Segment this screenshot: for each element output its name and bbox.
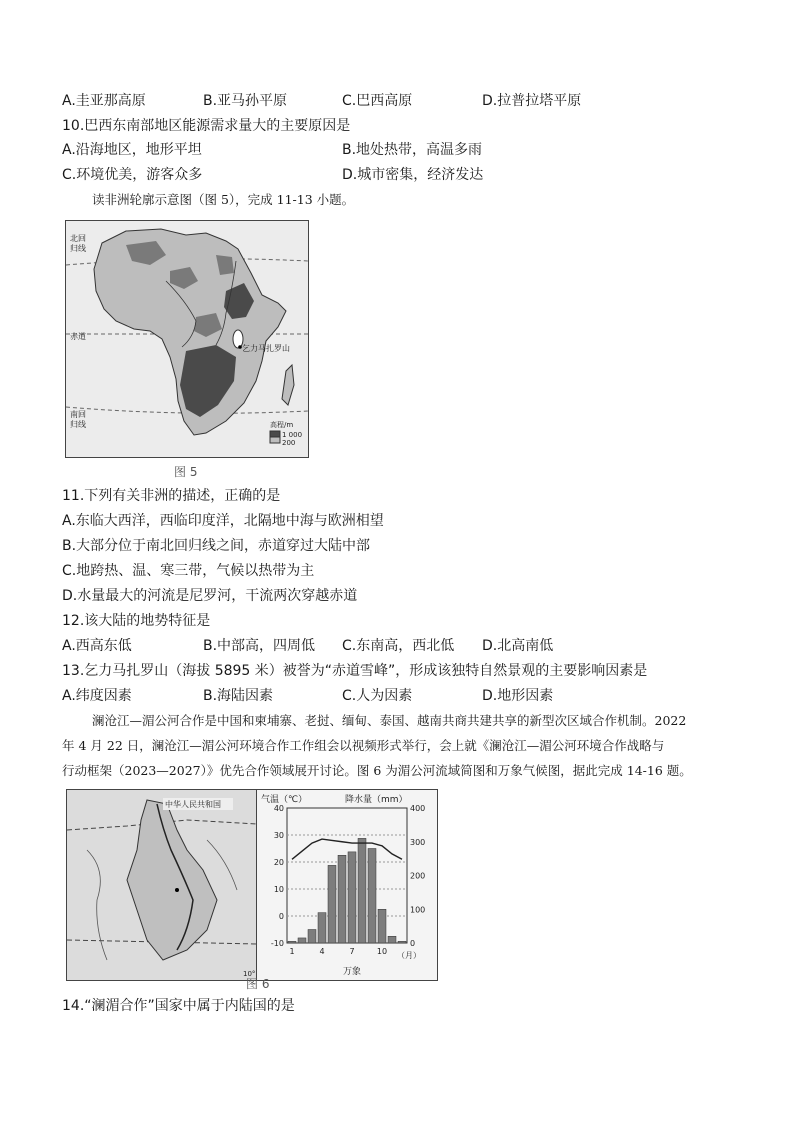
x-axis-unit: （月） bbox=[397, 951, 421, 960]
q13-option-d: D.地形因素 bbox=[482, 688, 554, 704]
q13-option-a: A.纬度因素 bbox=[62, 688, 132, 704]
q12-option-d: D.北高南低 bbox=[482, 638, 554, 654]
prec-tick-label: 300 bbox=[410, 837, 426, 847]
intro-mekong-line1: 澜沧江—湄公河合作是中国和柬埔寨、老挝、缅甸、泰国、越南共商共建共享的新型次区域合作机制。2022 bbox=[92, 713, 687, 728]
fig6-caption: 图 6 bbox=[246, 977, 270, 991]
legend-1000: 1 000 bbox=[282, 431, 303, 439]
q13-option-c: C.人为因素 bbox=[342, 688, 413, 704]
temp-tick-label: 40 bbox=[273, 804, 284, 813]
q13-stem: 13.乞力马扎罗山（海拔 5895 米）被誉为“赤道雪峰”，形成该独特自然景观的主要影响因素是 bbox=[62, 663, 648, 679]
svg-text:归线: 归线 bbox=[70, 244, 86, 253]
legend-swatch-mid bbox=[270, 437, 280, 443]
prec-tick-label: 400 bbox=[410, 804, 426, 813]
svg-text:归线: 归线 bbox=[70, 420, 86, 429]
legend-200: 200 bbox=[282, 439, 296, 447]
q10-option-a: A.沿海地区，地形平坦 bbox=[62, 142, 202, 158]
precip-bar bbox=[348, 852, 356, 943]
temp-tick-label: 20 bbox=[273, 858, 284, 867]
china-label: 中华人民共和国 bbox=[165, 800, 221, 809]
q10-option-d: D.城市密集，经济发达 bbox=[342, 167, 484, 183]
precip-bar bbox=[288, 941, 296, 943]
q12-option-b: B.中部高，四周低 bbox=[203, 638, 316, 654]
month-tick-label: 1 bbox=[289, 947, 295, 956]
fig5-caption: 图 5 bbox=[174, 465, 198, 479]
q10-stem: 10.巴西东南部地区能源需求量大的主要原因是 bbox=[62, 118, 351, 134]
q11-stem: 11.下列有关非洲的描述，正确的是 bbox=[62, 488, 281, 504]
q11-option-a: A.东临大西洋，西临印度洋，北隔地中海与欧洲相望 bbox=[62, 513, 384, 529]
africa-map-svg bbox=[66, 221, 308, 457]
q12-option-c: C.东南高，西北低 bbox=[342, 638, 455, 654]
precip-bar bbox=[368, 849, 376, 944]
temp-tick-label: 10 bbox=[273, 885, 284, 894]
temp-tick-label: 0 bbox=[278, 912, 284, 921]
month-tick-label: 4 bbox=[319, 947, 325, 956]
q12-option-a: A.西高东低 bbox=[62, 638, 132, 654]
plot-frame bbox=[287, 808, 407, 943]
legend-swatch-high bbox=[270, 431, 280, 437]
precip-bar bbox=[398, 941, 406, 943]
equator-label: 赤道 bbox=[70, 332, 86, 341]
q11-option-d: D.水量最大的河流是尼罗河，干流两次穿越赤道 bbox=[62, 588, 358, 604]
precip-bar bbox=[298, 938, 306, 943]
mekong-map bbox=[66, 789, 258, 981]
month-tick-label: 7 bbox=[349, 947, 355, 956]
q9-option-d: D.拉普拉塔平原 bbox=[482, 93, 582, 109]
kilimanjaro-label: 乞力马扎罗山 bbox=[242, 344, 290, 353]
chart-title-prec: 降水量（mm） bbox=[345, 795, 408, 805]
lat-10-label: 10° bbox=[243, 970, 256, 978]
vientiane-climate-chart bbox=[256, 789, 438, 981]
intro-mekong-line2: 年 4 月 22 日，澜沧江—湄公河环境合作工作组会以视频形式举行，会上就《澜沧江—湄公河环境合作战略与 bbox=[62, 738, 665, 753]
prec-tick-label: 100 bbox=[410, 905, 426, 915]
prec-tick-label: 0 bbox=[410, 939, 416, 948]
mekong-map-svg bbox=[67, 790, 257, 980]
prec-tick-label: 200 bbox=[410, 871, 426, 881]
q10-option-b: B.地处热带，高温多雨 bbox=[342, 142, 483, 158]
madagascar bbox=[282, 365, 294, 405]
intro-fig5: 读非洲轮廓示意图（图 5），完成 11-13 小题。 bbox=[92, 192, 355, 207]
temp-tick-label: 30 bbox=[273, 831, 284, 840]
precip-bar bbox=[378, 909, 386, 943]
q9-option-c: C.巴西高原 bbox=[342, 93, 413, 109]
temp-line bbox=[292, 839, 402, 859]
q13-option-b: B.海陆因素 bbox=[203, 688, 274, 704]
chart-title-temp: 气温（℃） bbox=[261, 795, 308, 805]
tropic-north-label: 北回 bbox=[70, 234, 86, 243]
precip-bar bbox=[358, 838, 366, 943]
q14-stem: 14.“澜湄合作”国家中属于内陆国的是 bbox=[62, 998, 295, 1014]
tropic-south-label: 南回 bbox=[70, 410, 86, 419]
kilimanjaro-marker bbox=[238, 345, 242, 349]
month-tick-label: 10 bbox=[376, 947, 388, 956]
q9-option-a: A.圭亚那高原 bbox=[62, 93, 146, 109]
q11-option-c: C.地跨热、温、寒三带，气候以热带为主 bbox=[62, 563, 315, 579]
temp-tick-label: -10 bbox=[270, 939, 284, 948]
x-axis-label: 万象 bbox=[343, 967, 362, 977]
vientiane-dot bbox=[175, 888, 179, 892]
precip-bar bbox=[318, 913, 326, 943]
legend-title: 高程/m bbox=[270, 421, 294, 429]
precip-bar bbox=[338, 855, 346, 943]
africa-map bbox=[65, 220, 309, 458]
precip-bar bbox=[388, 936, 396, 943]
q11-option-b: B.大部分位于南北回归线之间，赤道穿过大陆中部 bbox=[62, 538, 371, 554]
climate-chart-svg bbox=[257, 790, 437, 980]
q12-stem: 12.该大陆的地势特征是 bbox=[62, 613, 211, 629]
intro-mekong-line3: 行动框架（2023—2027）》优先合作领域展开讨论。图 6 为湄公河流域简图和万象气候图，据此完成 14-16 题。 bbox=[62, 763, 692, 778]
precip-bar bbox=[308, 930, 316, 944]
q9-option-b: B.亚马孙平原 bbox=[203, 93, 288, 109]
precip-bar bbox=[328, 865, 336, 943]
q10-option-c: C.环境优美，游客众多 bbox=[62, 167, 203, 183]
